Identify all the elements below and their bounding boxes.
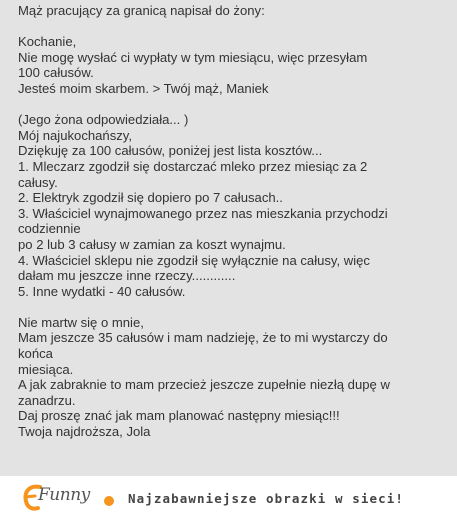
- text-line: miesiąca.: [18, 361, 74, 377]
- text-line: 100 całusów.: [18, 65, 94, 81]
- text-line: dałam mu jeszcze inne rzeczy............: [18, 268, 236, 284]
- text-line: (Jego żona odpowiedziała... ): [18, 112, 189, 128]
- text-line: całusy.: [18, 174, 58, 190]
- text-line: Twoja najdroższa, Jola: [18, 424, 151, 440]
- joke-text-lines: [18, 3, 445, 440]
- text-line: Nie mogę wysłać ci wypłaty w tym miesiącu, więc przesyłam: [18, 49, 368, 65]
- text-line: końca: [18, 346, 53, 362]
- text-line: codziennie: [18, 221, 81, 237]
- logo-wordmark: Funny: [38, 485, 90, 505]
- text-line: Mój najukochańszy,: [18, 127, 133, 143]
- footer-bar: [0, 476, 457, 520]
- text-line: Dziękuję za 100 całusów, poniżej jest lista kosztów...: [18, 143, 323, 159]
- text-line: 3. Właściciel wynajmowanego przez nas mieszkania przychodzi: [18, 205, 388, 221]
- text-line: 5. Inne wydatki - 40 całusów.: [18, 283, 186, 299]
- text-line: 2. Elektryk zgodził się dopiero po 7 całusach..: [18, 190, 283, 206]
- text-line: Daj proszę znać jak mam planować następny miesiąc!!!: [18, 408, 340, 424]
- blank-line: [18, 299, 445, 315]
- text-line: Mąż pracujący za granicą napisał do żony:: [18, 3, 265, 18]
- blank-line: [18, 19, 445, 35]
- blank-line: [18, 97, 445, 113]
- text-line: po 2 lub 3 całusy w zamian za koszt wynajmu.: [18, 236, 286, 252]
- site-tagline: Najzabawniejsze obrazki w sieci!: [128, 491, 405, 506]
- text-line: Jesteś moim skarbem. > Twój mąż, Maniek: [18, 80, 269, 96]
- text-line: 4. Właściciel sklepu nie zgodził się wyłącznie na całusy, więc: [18, 252, 370, 268]
- text-line: Kochanie,: [18, 34, 77, 50]
- text-line: 1. Mleczarz zgodził się dostarczać mleko przez miesiąc za 2: [18, 158, 368, 174]
- text-line: Nie martw się o mnie,: [18, 314, 144, 330]
- text-line: zanadrzu.: [18, 392, 76, 408]
- text-line: Mam jeszcze 35 całusów i mam nadzieję, że to mi wystarczy do: [18, 330, 388, 346]
- logo-dot-icon: [104, 496, 114, 506]
- text-line: A jak zabraknie to mam przecież jeszcze zupełnie niezłą dupę w: [18, 377, 390, 393]
- funny-pl-logo[interactable]: [20, 483, 132, 515]
